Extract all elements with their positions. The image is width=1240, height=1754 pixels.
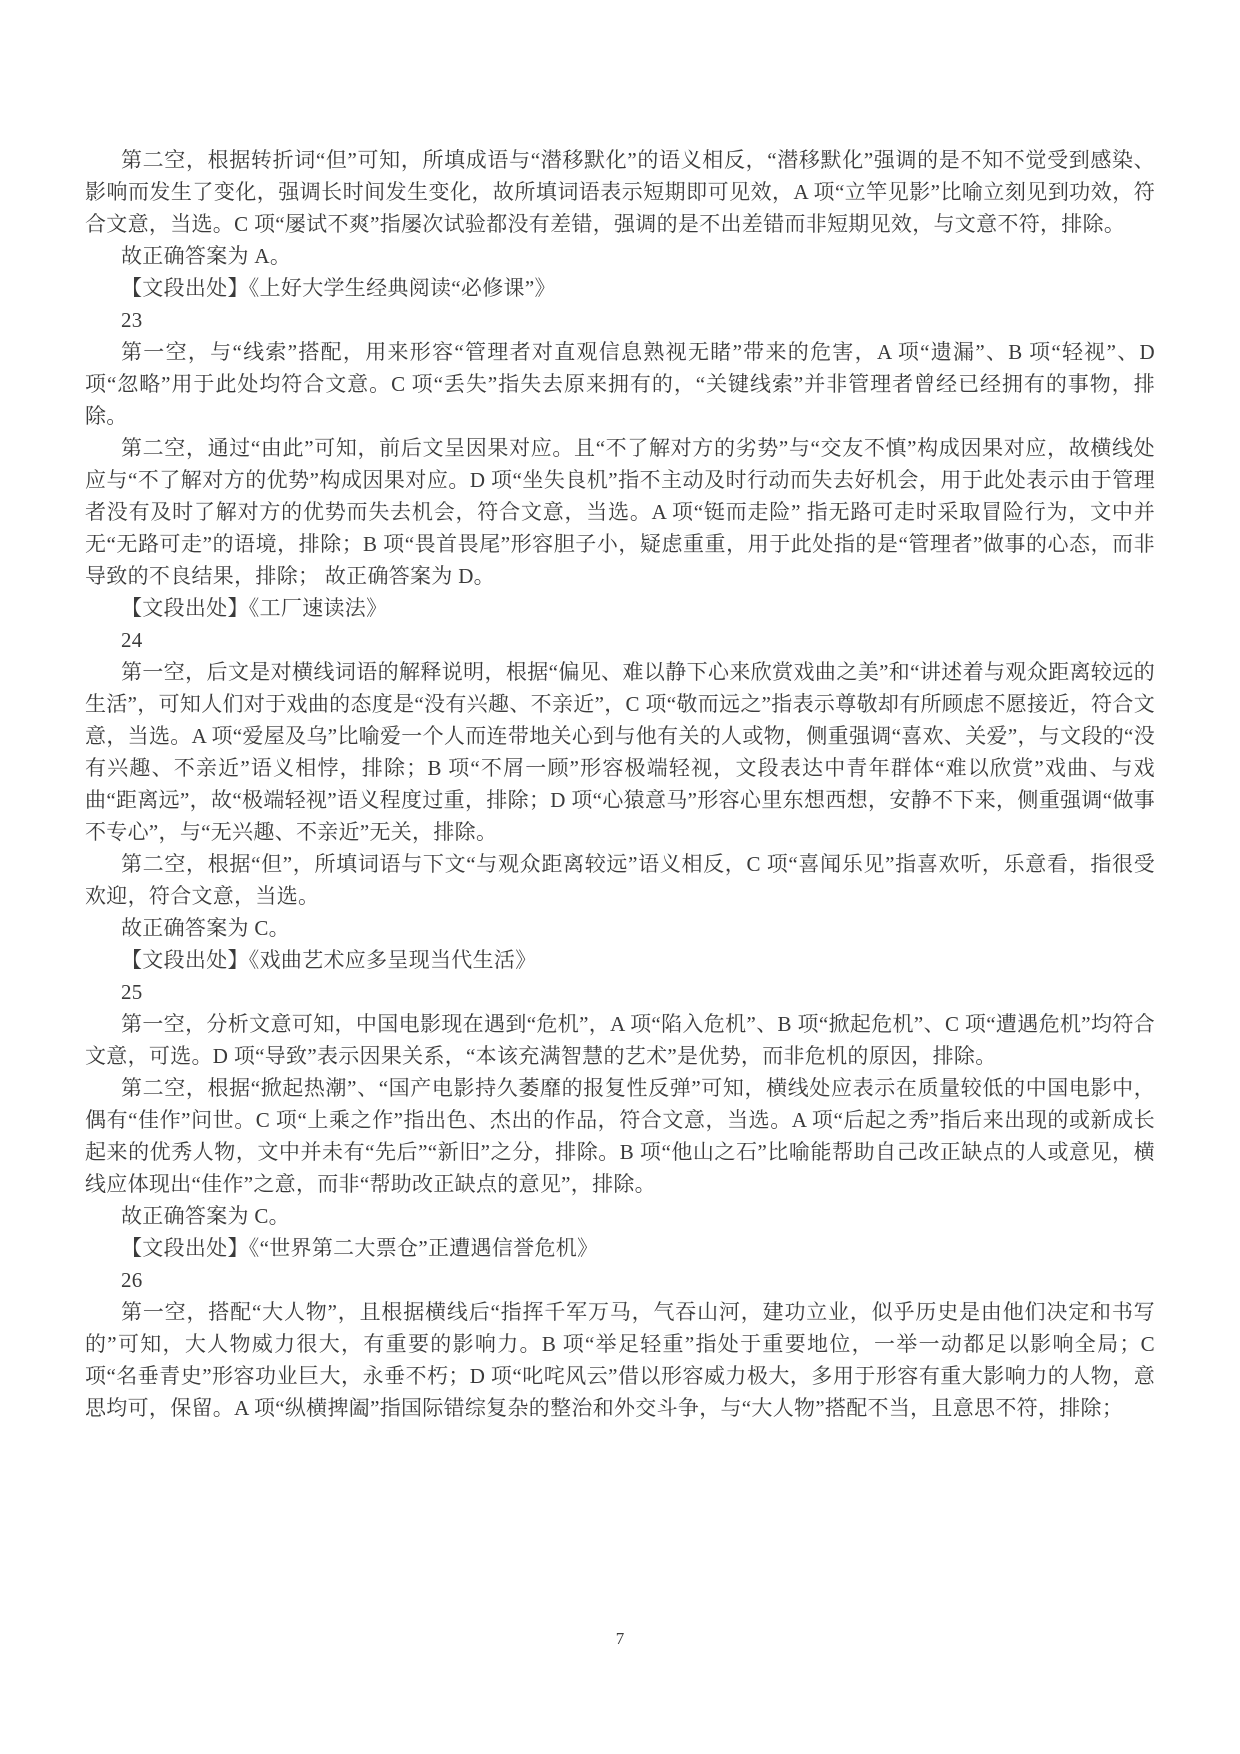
explanation-paragraph: 第一空，与“线索”搭配，用来形容“管理者对直观信息熟视无睹”带来的危害，A 项“遗漏”、B 项“轻视”、D 项“忽略”用于此处均符合文意。C 项“丢失”指失去原来拥有的，“关键线索”并非管理者曾经已经拥有的事物，排除。 <box>85 340 1155 428</box>
explanation-paragraph: 第二空，通过“由此”可知，前后文呈因果对应。且“不了解对方的劣势”与“交友不慎”构成因果对应，故横线处应与“不了解对方的优势”构成因果对应。D 项“坐失良机”指不主动及时行动而失去好机会，用于此处表示由于管理者没有及时了解对方的优势而失去机会，符合文意，当选。A 项“铤而走险” 指无路可走时采取冒险行为，文中并无“无路可走”的语境，排除；B 项“畏首畏尾”形容胆子小，疑虑重重，用于此处指的是“管理者”做事的心态，而非导致的不良结果，排除； 故正确答案为 D。 <box>85 436 1155 588</box>
explanation-paragraph: 第一空，分析文意可知，中国电影现在遇到“危机”，A 项“陷入危机”、B 项“掀起危机”、C 项“遭遇危机”均符合文意，可选。D 项“导致”表示因果关系，“本该充满智慧的艺术”是优势，而非危机的原因，排除。 <box>85 1012 1155 1068</box>
question-number: 25 <box>121 980 143 1004</box>
source-reference: 【文段出处】《上好大学生经典阅读“必修课”》 <box>121 276 556 300</box>
source-reference: 【文段出处】《戏曲艺术应多呈现当代生活》 <box>121 948 537 972</box>
answer-statement: 故正确答案为 C。 <box>121 1204 290 1228</box>
explanation-paragraph: 第二空，根据转折词“但”可知，所填成语与“潜移默化”的语义相反，“潜移默化”强调的是不知不觉受到感染、影响而发生了变化，强调长时间发生变化，故所填词语表示短期即可见效，A 项“立竿见影”比喻立刻见到功效，符合文意，当选。C 项“屡试不爽”指屡次试验都没有差错，强调的是不出差错而非短期见效，与文意不符，排除。 <box>85 148 1155 236</box>
document-body <box>85 144 1155 1424</box>
source-reference: 【文段出处】《“世界第二大票仓”正遭遇信誉危机》 <box>121 1236 599 1260</box>
explanation-paragraph: 第二空，根据“但”，所填词语与下文“与观众距离较远”语义相反，C 项“喜闻乐见”指喜欢听，乐意看，指很受欢迎，符合文意，当选。 <box>85 852 1155 908</box>
page-number: 7 <box>615 1629 625 1648</box>
source-reference: 【文段出处】《工厂速读法》 <box>121 596 388 620</box>
explanation-paragraph: 第一空，搭配“大人物”，且根据横线后“指挥千军万马，气吞山河，建功立业，似乎历史是由他们决定和书写的”可知，大人物威力很大，有重要的影响力。B 项“举足轻重”指处于重要地位，一举一动都足以影响全局；C 项“名垂青史”形容功业巨大，永垂不朽；D 项“叱咤风云”借以形容威力极大，多用于形容有重大影响力的人物，意思均可，保留。A 项“纵横捭阖”指国际错综复杂的整治和外交斗争，与“大人物”搭配不当，且意思不符，排除； <box>85 1300 1155 1420</box>
answer-statement: 故正确答案为 C。 <box>121 916 290 940</box>
question-number: 23 <box>121 308 143 332</box>
explanation-paragraph: 第二空，根据“掀起热潮”、“国产电影持久萎靡的报复性反弹”可知，横线处应表示在质量较低的中国电影中，偶有“佳作”问世。C 项“上乘之作”指出色、杰出的作品，符合文意，当选。A 项“后起之秀”指后来出现的或新成长起来的优秀人物，文中并未有“先后”“新旧”之分，排除。B 项“他山之石”比喻能帮助自己改正缺点的人或意见，横线应体现出“佳作”之意，而非“帮助改正缺点的意见”，排除。 <box>85 1076 1155 1196</box>
question-number: 26 <box>121 1268 143 1292</box>
question-number: 24 <box>121 628 143 652</box>
answer-statement: 故正确答案为 A。 <box>121 244 292 268</box>
explanation-paragraph: 第一空，后文是对横线词语的解释说明，根据“偏见、难以静下心来欣赏戏曲之美”和“讲述着与观众距离较远的生活”，可知人们对于戏曲的态度是“没有兴趣、不亲近”，C 项“敬而远之”指表示尊敬却有所顾虑不愿接近，符合文意，当选。A 项“爱屋及乌”比喻爱一个人而连带地关心到与他有关的人或物，侧重强调“喜欢、关爱”，与文段的“没有兴趣、不亲近”语义相悖，排除；B 项“不屑一顾”形容极端轻视，文段表达中青年群体“难以欣赏”戏曲、与戏曲“距离远”，故“极端轻视”语义程度过重，排除；D 项“心猿意马”形容心里东想西想，安静不下来，侧重强调“做事不专心”，与“无兴趣、不亲近”无关，排除。 <box>85 660 1156 844</box>
